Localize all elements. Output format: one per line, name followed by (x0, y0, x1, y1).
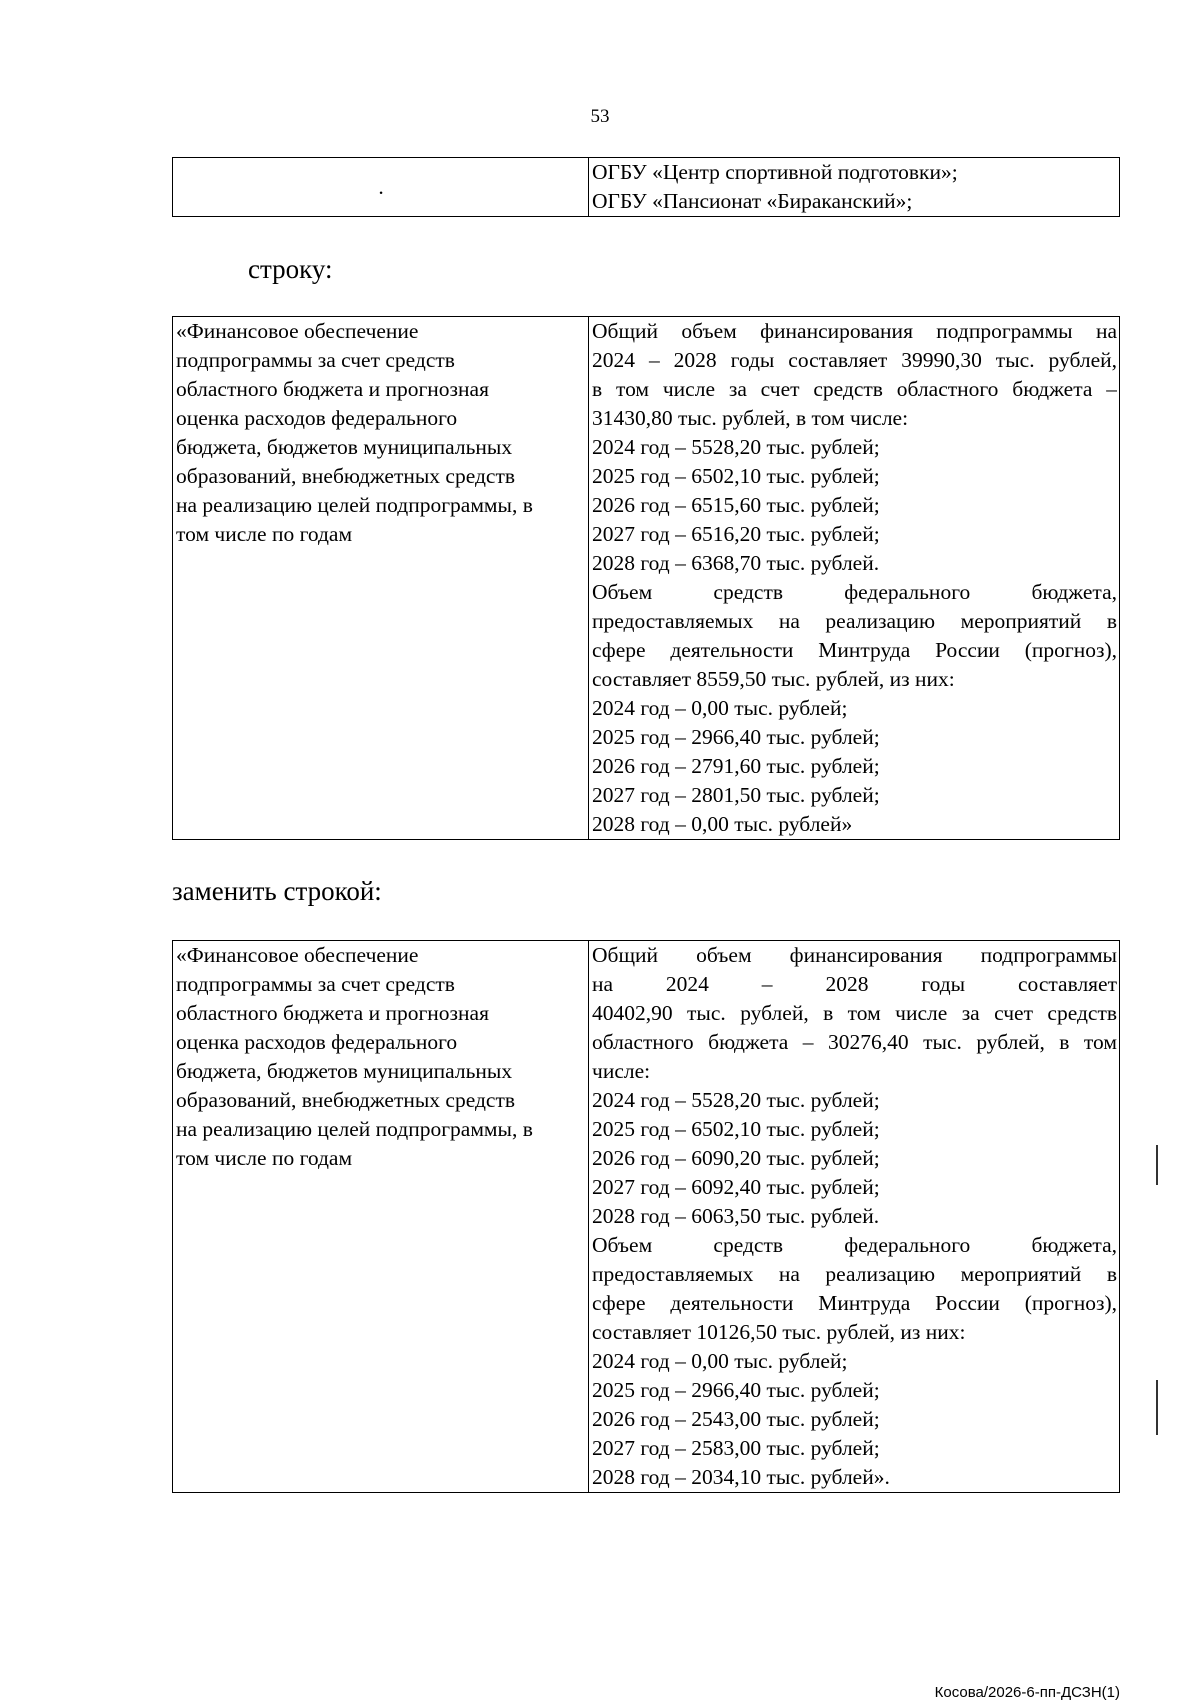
table-old-right-line: 2026 год – 2791,60 тыс. рублей; (592, 754, 880, 778)
table-new-right-line: 2027 год – 6092,40 тыс. рублей; (592, 1175, 880, 1199)
table-old-right-line: 2028 год – 6368,70 тыс. рублей. (592, 551, 880, 575)
table-old-right-line: составляет 8559,50 тыс. рублей, из них: (592, 667, 955, 691)
table-new-right-line: предоставляемых на реализацию мероприятий в (592, 1262, 1117, 1286)
top-table-line: ОГБУ «Центр спортивной подготовки»; (592, 160, 958, 184)
table-old (172, 316, 1120, 840)
table-old-left-line: бюджета, бюджетов муниципальных (176, 435, 513, 459)
table-old-right-line: 2027 год – 6516,20 тыс. рублей; (592, 522, 880, 546)
table-new-right-line: 2025 год – 6502,10 тыс. рублей; (592, 1117, 880, 1141)
heading-new-row: заменить строкой: (172, 876, 382, 906)
table-old-left-line: «Финансовое обеспечение (176, 319, 419, 343)
table-old-right-line: Общий объем финансирования подпрограммы на (592, 319, 1117, 343)
table-new-right-line: 2026 год – 6090,20 тыс. рублей; (592, 1146, 880, 1170)
top-table-left-mark: . (378, 174, 384, 199)
table-new-left-line: областного бюджета и прогнозная (176, 1001, 489, 1025)
table-new-right-line: Объем средств федерального бюджета, (592, 1233, 1117, 1257)
table-old-right-line: сфере деятельности Минтруда России (прогноз), (592, 638, 1117, 662)
table-old-right-line: 2025 год – 2966,40 тыс. рублей; (592, 725, 880, 749)
table-new-right-line: Общий объем финансирования подпрограммы (592, 943, 1117, 967)
table-new-right-line: 2024 год – 0,00 тыс. рублей; (592, 1349, 848, 1373)
table-new-left-line: оценка расходов федерального (176, 1030, 458, 1054)
table-new-left-line: «Финансовое обеспечение (176, 943, 419, 967)
table-old-left-line: оценка расходов федерального (176, 406, 458, 430)
table-old-right-line: 31430,80 тыс. рублей, в том числе: (592, 406, 909, 430)
table-new-right-line: числе: (592, 1059, 651, 1083)
table-old-left-line: том числе по годам (176, 522, 353, 546)
table-new-right-line: 2028 год – 6063,50 тыс. рублей. (592, 1204, 880, 1228)
table-old-left-line: областного бюджета и прогнозная (176, 377, 489, 401)
table-old-right-line: Объем средств федерального бюджета, (592, 580, 1117, 604)
table-old-right-line: в том числе за счет средств областного бюджета – (592, 377, 1117, 401)
table-old-right-line: 2025 год – 6502,10 тыс. рублей; (592, 464, 880, 488)
document-code: Косова/2026-6-пп-ДСЗН(1) (934, 1684, 1120, 1701)
table-new-left-line: на реализацию целей подпрограммы, в (176, 1117, 533, 1141)
scan-margin-mark (1156, 1145, 1158, 1185)
top-table-line: ОГБУ «Пансионат «Бираканский»; (592, 189, 913, 213)
table-old-right-line: 2026 год – 6515,60 тыс. рублей; (592, 493, 880, 517)
table-old-right-line: предоставляемых на реализацию мероприятий в (592, 609, 1117, 633)
table-row (173, 317, 1120, 840)
top-table (172, 157, 1120, 217)
table-new-left-line: образований, внебюджетных средств (176, 1088, 515, 1112)
heading-old-row: строку: (248, 254, 333, 284)
table-old-right-line: 2027 год – 2801,50 тыс. рублей; (592, 783, 880, 807)
table-new-left-line: том числе по годам (176, 1146, 353, 1170)
table-old-right-cell (589, 317, 1120, 840)
table-new-left-line: подпрограммы за счет средств (176, 972, 455, 996)
table-old-right-line: 2028 год – 0,00 тыс. рублей» (592, 812, 853, 836)
table-new-right-line: составляет 10126,50 тыс. рублей, из них: (592, 1320, 966, 1344)
table-new-left-line: бюджета, бюджетов муниципальных (176, 1059, 513, 1083)
table-old-left-line: образований, внебюджетных средств (176, 464, 515, 488)
table-row (173, 941, 1120, 1493)
page-number: 53 (590, 106, 610, 127)
table-old-left-cell (173, 317, 589, 840)
table-new-right-line: на 2024 – 2028 годы составляет (592, 972, 1117, 996)
table-new-right-cell (589, 941, 1120, 1493)
table-new-right-line: областного бюджета – 30276,40 тыс. рублей, в том (592, 1030, 1117, 1054)
table-old-left-line: подпрограммы за счет средств (176, 348, 455, 372)
table-old-right-line: 2024 год – 5528,20 тыс. рублей; (592, 435, 880, 459)
table-new-right-line: 2025 год – 2966,40 тыс. рублей; (592, 1378, 880, 1402)
top-table-right-cell (589, 158, 1120, 217)
table-new-right-line: 2026 год – 2543,00 тыс. рублей; (592, 1407, 880, 1431)
table-new-right-line: сфере деятельности Минтруда России (прогноз), (592, 1291, 1117, 1315)
top-table-left-cell (173, 158, 589, 217)
table-row (173, 158, 1120, 217)
scan-margin-mark (1156, 1380, 1158, 1435)
table-new-left-cell (173, 941, 589, 1493)
table-new-right-line: 2024 год – 5528,20 тыс. рублей; (592, 1088, 880, 1112)
table-new-right-line: 2028 год – 2034,10 тыс. рублей». (592, 1465, 890, 1489)
table-old-right-line: 2024 – 2028 годы составляет 39990,30 тыс. рублей, (592, 348, 1117, 372)
table-new-right-line: 40402,90 тыс. рублей, в том числе за счет средств (592, 1001, 1117, 1025)
table-new (172, 940, 1120, 1493)
table-old-right-line: 2024 год – 0,00 тыс. рублей; (592, 696, 848, 720)
table-new-right-line: 2027 год – 2583,00 тыс. рублей; (592, 1436, 880, 1460)
table-old-left-line: на реализацию целей подпрограммы, в (176, 493, 533, 517)
